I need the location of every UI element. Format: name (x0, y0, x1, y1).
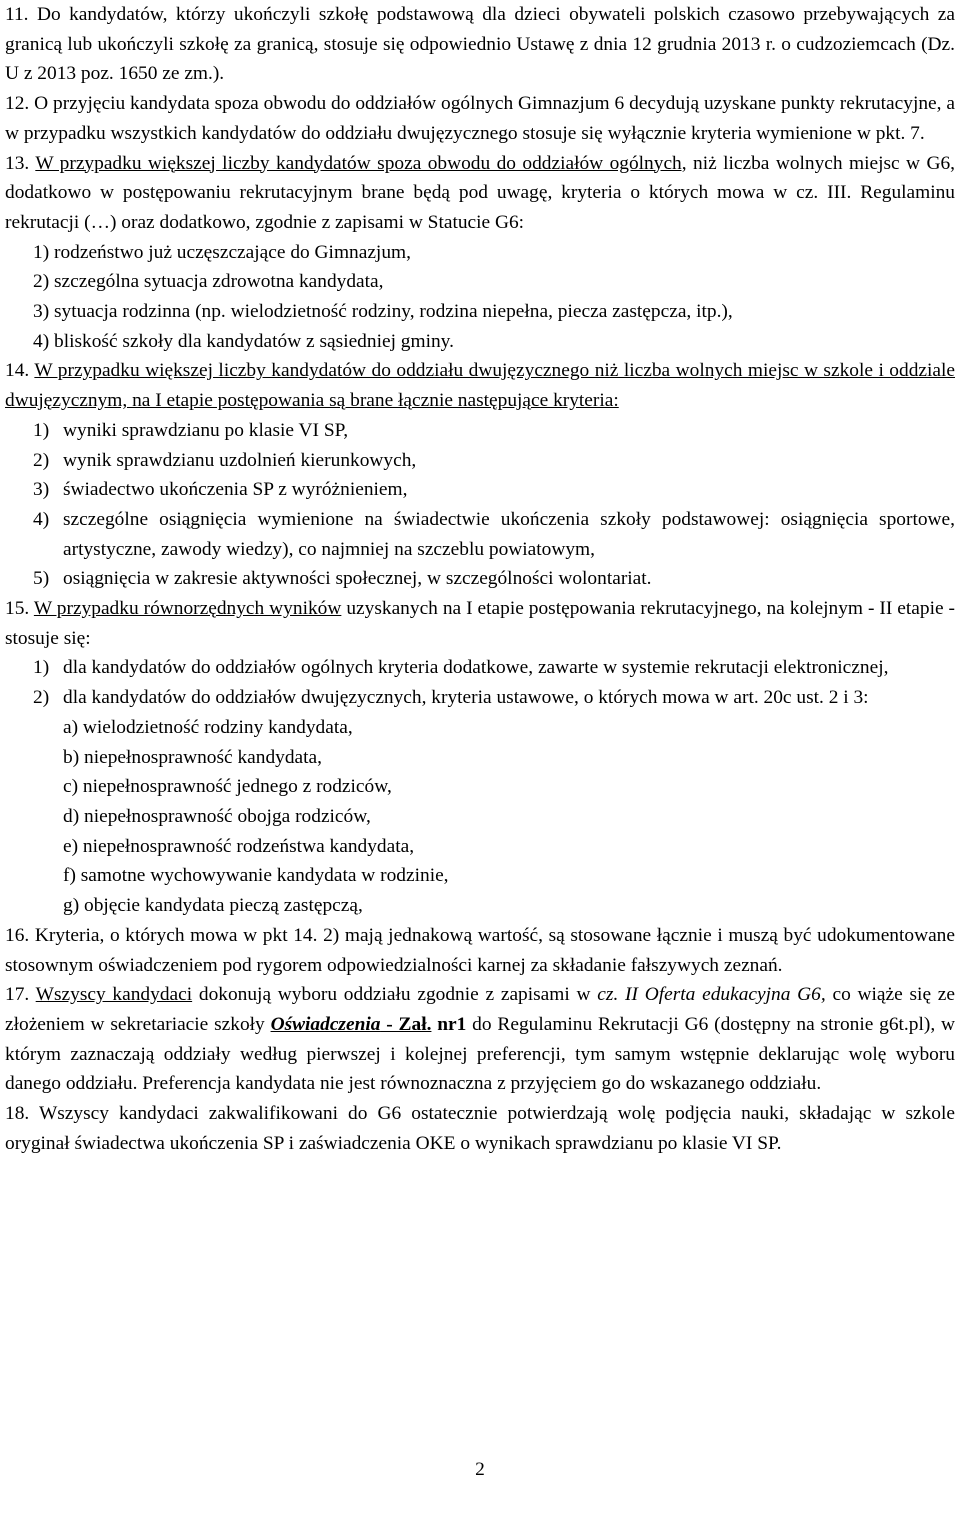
paragraph-13-list (5, 238, 955, 357)
oswiadczenia-reference: Oświadczenia (270, 1013, 381, 1035)
paragraph-11: 11. Do kandydatów, którzy ukończyli szkołę podstawową dla dzieci obywateli polskich czasowo przebywających za granicą lub ukończyli szkołę za granicą, stosuje się odpowiednio Ustawę z dnia 12 grudnia 2013 r. o cudzoziemcach (Dz. U z 2013 poz. 1650 ze zm.). (5, 4, 955, 85)
page-number: 2 (475, 1459, 485, 1480)
sub-list-item: a) wielodzietność rodziny kandydata, (63, 716, 353, 738)
sub-list-item: f) samotne wychowywanie kandydata w rodzinie, (63, 865, 449, 887)
list-item: 1) rodzeństwo już uczęszczające do Gimnazjum, (33, 241, 411, 263)
list-item: 1) wyniki sprawdzianu po klasie VI SP, (33, 419, 349, 441)
paragraph-15-list (5, 653, 955, 920)
sub-list-item: g) objęcie kandydata pieczą zastępczą, (63, 895, 363, 917)
list-item: 2) wynik sprawdzianu uzdolnień kierunkowych, (33, 449, 417, 471)
paragraph-13 (5, 149, 955, 238)
list-item: 1) dla kandydatów do oddziałów ogólnych kryteria dodatkowe, zawarte w systemie rekrutacji elektronicznej, (33, 657, 889, 679)
list-item: 2) szczególna sytuacja zdrowotna kandydata, (33, 271, 384, 293)
sub-list-item: c) niepełnosprawność jednego z rodziców, (63, 776, 392, 798)
list-item: 4) szczególne osiągnięcia wymienione na świadectwie ukończenia szkoły podstawowej: osiągnięcia sportowe, artystyczne, zawody wiedzy), co najmniej na szczeblu powiatowym, (33, 508, 955, 560)
paragraph-14-underlined: W przypadku większej liczby kandydatów do oddziału dwujęzycznego niż liczba wolnych miejsc w szkole i oddziale dwujęzycznym, na I etapie postępowania są brane łącznie następujące kryteria: (5, 360, 955, 412)
paragraph-14 (5, 356, 955, 415)
list-item: 3) sytuacja rodzinna (np. wielodzietność rodziny, rodzina niepełna, piecza zastępcza, itp.), (33, 301, 733, 323)
list-item: 2) dla kandydatów do oddziałów dwujęzycznych, kryteria ustawowe, o których mowa w art. 20c ust. 2 i 3: (33, 687, 869, 709)
list-item: 4) bliskość szkoły dla kandydatów z sąsiedniej gminy. (33, 330, 454, 352)
paragraph-15-number: 15. (5, 598, 30, 620)
paragraph-13-rest: niż liczba wolnych miejsc w G6, dodatkowo w postępowaniu rekrutacyjnym brane będą pod uwagę, kryteria o których mowa w cz. III. Regulaminu rekrutacji (…) oraz dodatkowo, zgodnie z zapisami w Statucie G6: (5, 152, 955, 233)
paragraph-15-underlined: W przypadku równorzędnych wyników (33, 598, 342, 620)
paragraph-18: 18. Wszyscy kandydaci zakwalifikowani do G6 ostatecznie potwierdzają wolę podjęcia nauki, składając w szkole oryginał świadectwa ukończenia SP i zaświadczenia OKE o wynikach sprawdzianu po klasie VI SP. (5, 1103, 955, 1154)
paragraph-16: 16. Kryteria, o których mowa w pkt 14. 2) mają jednakową wartość, są stosowane łącznie i muszą być udokumentowane stosownym oświadczeniem pod rygorem odpowiedzialności karnej za składanie fałszywych zeznań. (5, 924, 955, 976)
paragraph-13-underlined: W przypadku większej liczby kandydatów spoza obwodu do oddziałów ogólnych, (35, 152, 687, 174)
sub-list-item: d) niepełnosprawność obojga rodziców, (63, 805, 371, 827)
paragraph-13-number: 13. (5, 152, 30, 174)
document-page (5, 0, 955, 1158)
paragraph-15 (5, 594, 955, 653)
paragraph-17: 17. Wszyscy kandydaci dokonują wyboru oddziału zgodnie z zapisami w cz. II Oferta edukacyjna G6, co wiąże się ze złożeniem w sekretariacie szkoły Oświadczenia - Zał. nr1 do Regulaminu Rekrutacji G6 (dostępny na stronie g6t.pl), w którym zaznaczają oddziały według pierwszej i kolejnej preferencji, tym samym wstępnie deklarując wolę wyboru danego oddziału. Preferencja kandydata nie jest równoznaczna z przyjęciem go do wskazanego oddziału. (5, 984, 956, 1095)
paragraph-14-list (5, 416, 955, 594)
sub-list-item: e) niepełnosprawność rodzeństwa kandydata, (63, 835, 415, 857)
paragraph-12: 12. O przyjęciu kandydata spoza obwodu do oddziałów ogólnych Gimnazjum 6 decydują uzyskane punkty rekrutacyjne, a w przypadku wszystkich kandydatów do oddziału dwujęzycznego stosuje się wyłącznie kryteria wymienione w pkt. 7. (5, 93, 955, 144)
sub-list-item: b) niepełnosprawność kandydata, (63, 746, 322, 768)
list-item: 5) osiągnięcia w zakresie aktywności społecznej, w szczególności wolontariat. (33, 568, 652, 590)
paragraph-15-rest: uzyskanych na I etapie postępowania rekrutacyjnego, na kolejnym - II etapie - stosuje się: (5, 598, 955, 649)
list-item: 3) świadectwo ukończenia SP z wyróżnieniem, (33, 479, 408, 501)
paragraph-14-number: 14. (5, 360, 30, 382)
